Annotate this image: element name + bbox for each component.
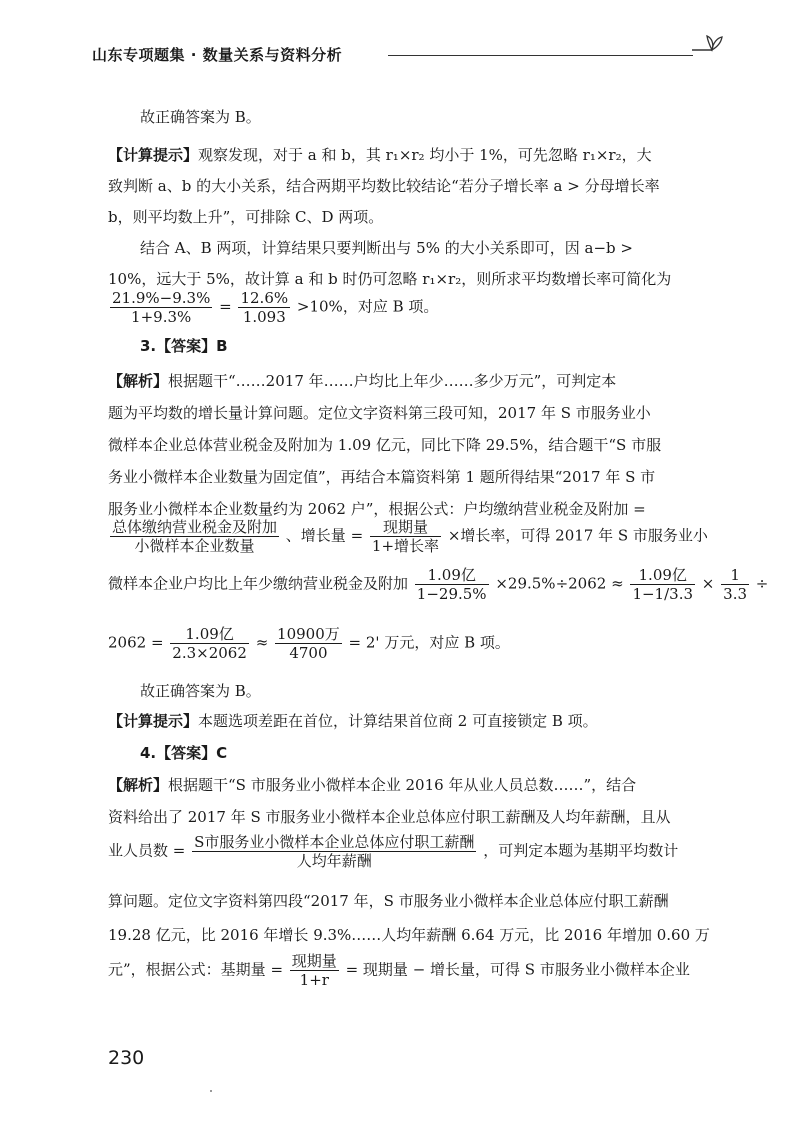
text-line: 算问题。定位文字资料第四段“2017 年，S 市服务业小微样本企业总体应付职工薪酬 bbox=[108, 892, 669, 910]
text-line: 【计算提示】本题选项差距在首位，计算结果首位商 2 可直接锁定 B 项。 bbox=[108, 712, 598, 730]
text-line: 故正确答案为 B。 bbox=[140, 108, 261, 126]
text-line: 微样本企业总体营业税金及附加为 1.09 亿元，同比下降 29.5%，结合题干“S 市服 bbox=[108, 436, 662, 454]
calc-tip-label: 【计算提示】 bbox=[108, 146, 199, 164]
text-line: 题为平均数的增长量计算问题。定位文字资料第三段可知，2017 年 S 市服务业小 bbox=[108, 404, 651, 422]
fraction: $\frac{21.9\%-9.3\%}{1+9.3\%}$ bbox=[112, 289, 211, 326]
calc-tip-label: 【计算提示】 bbox=[108, 712, 199, 730]
answer-heading: 4.【答案】C bbox=[140, 744, 228, 762]
formula-line: $\frac{\text{总体缴纳营业税金及附加}}{\text{小微样本企业数量}}$ 、增长量 = $\frac{\text{现期量}}{\text{1+增长率}}$ ×增长率，可得 2017 年 S 市服务业小 bbox=[112, 518, 708, 555]
text-line: 务业小微样本企业数量为固定值”，再结合本篇资料第 1 题所得结果“2017 年 S 市 bbox=[108, 468, 656, 486]
text-line: 【解析】根据题干“S 市服务业小微样本企业 2016 年从业人员总数……”，结合 bbox=[108, 776, 637, 794]
formula-line: 2062 = $\frac{\text{1.09亿}}{2.3\times 2062}$ ≈ $\frac{\text{10900万}}{4700}$ = 2' 万元，对应 B 项。 bbox=[108, 625, 510, 662]
formula-line: 业人员数 = $\frac{\text{S市服务业小微样本企业总体应付职工薪酬}}{\text{人均年薪酬}}$ ，可判定本题为基期平均数计 bbox=[108, 833, 679, 870]
fraction: $\frac{12.6\%}{1.093}$ bbox=[240, 289, 289, 326]
fraction: $\frac{\text{现期量}}{\text{1+增长率}}$ bbox=[371, 518, 440, 555]
text-line: 10%，远大于 5%，故计算 a 和 b 时仍可忽略 r₁×r₂，则所求平均数增长率可简化为 bbox=[108, 270, 672, 288]
fraction: $\frac{1}{3.3}$ bbox=[723, 566, 748, 603]
fraction: $\frac{\text{10900万}}{4700}$ bbox=[277, 625, 340, 662]
sprout-icon bbox=[690, 30, 724, 56]
formula-line: 微样本企业户均比上年少缴纳营业税金及附加 $\frac{\text{1.09亿}}{1-29.5\%}$ ×29.5%÷2062 ≈ $\frac{\text{1.09亿}}{1-1/3.3}$ × $\frac{1}{3.3}$ ÷ bbox=[108, 566, 769, 603]
text-line: 19.28 亿元，比 2016 年增长 9.3%……人均年薪酬 6.64 万元，比 2016 年增加 0.60 万 bbox=[108, 926, 710, 944]
formula-line: 元”，根据公式：基期量 = $\frac{\text{现期量}}{1+r}$ = 现期量 − 增长量，可得 S 市服务业小微样本企业 bbox=[108, 952, 690, 989]
header-title: 山东专项题集 · 数量关系与资料分析 bbox=[92, 46, 343, 64]
text-line: 致判断 a、b 的大小关系，结合两期平均数比较结论“若分子增长率 a > 分母增长率 bbox=[108, 177, 660, 195]
fraction: $\frac{\text{1.09亿}}{1-1/3.3}$ bbox=[632, 566, 694, 603]
text-line: 结合 A、B 两项，计算结果只要判断出与 5% 的大小关系即可，因 a−b > bbox=[140, 239, 633, 257]
analysis-label: 【解析】 bbox=[108, 372, 169, 390]
text-line: b，则平均数上升”，可排除 C、D 两项。 bbox=[108, 208, 384, 226]
analysis-label: 【解析】 bbox=[108, 776, 169, 794]
fraction: $\frac{\text{S市服务业小微样本企业总体应付职工薪酬}}{\text{人均年薪酬}}$ bbox=[194, 833, 475, 870]
running-header bbox=[92, 38, 712, 78]
fraction: $\frac{\text{1.09亿}}{2.3\times 2062}$ bbox=[172, 625, 247, 662]
formula-line: $\frac{21.9\%-9.3\%}{1+9.3\%}$ = $\frac{12.6\%}{1.093}$ >10%，对应 B 项。 bbox=[112, 289, 439, 326]
header-rule bbox=[388, 55, 693, 56]
fraction: $\frac{\text{现期量}}{1+r}$ bbox=[291, 952, 337, 989]
text-line: 【计算提示】观察发现，对于 a 和 b，其 r₁×r₂ 均小于 1%，可先忽略 r₁×r₂，大 bbox=[108, 146, 652, 164]
scan-speck bbox=[210, 1090, 212, 1092]
page-number: 230 bbox=[108, 1047, 145, 1069]
fraction: $\frac{\text{总体缴纳营业税金及附加}}{\text{小微样本企业数量}}$ bbox=[112, 518, 278, 555]
answer-heading: 3.【答案】B bbox=[140, 337, 228, 355]
text-line: 故正确答案为 B。 bbox=[140, 682, 261, 700]
text-line: 服务业小微样本企业数量约为 2062 户”，根据公式：户均缴纳营业税金及附加 = bbox=[108, 500, 646, 518]
text-line: 资料给出了 2017 年 S 市服务业小微样本企业总体应付职工薪酬及人均年薪酬，且从 bbox=[108, 808, 671, 826]
text-line: 【解析】根据题干“……2017 年……户均比上年少……多少万元”，可判定本 bbox=[108, 372, 617, 390]
fraction: $\frac{\text{1.09亿}}{1-29.5\%}$ bbox=[416, 566, 487, 603]
